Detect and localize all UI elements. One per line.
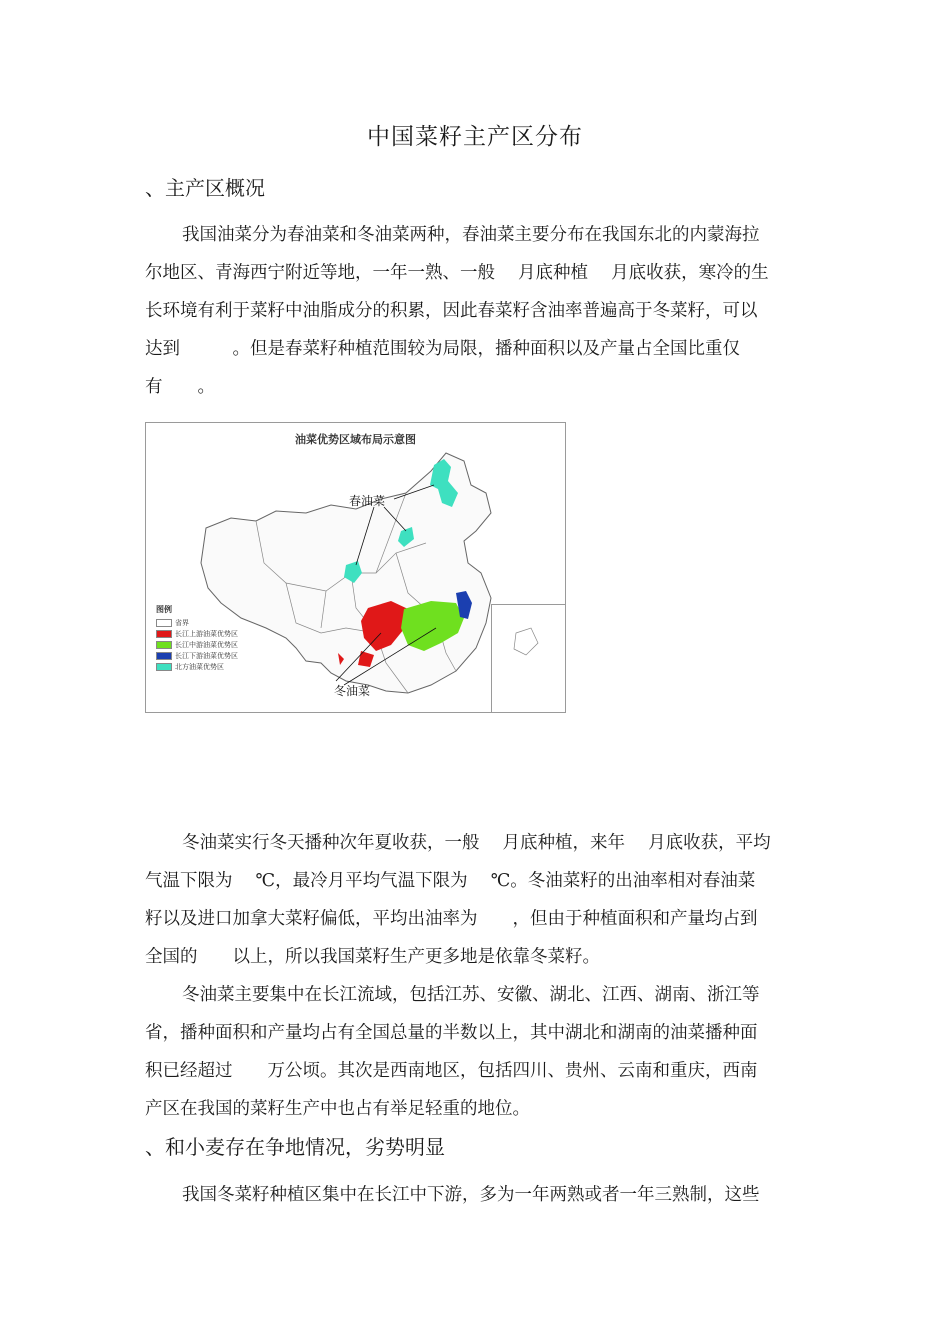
paragraph-line: 省，播种面积和产量均占有全国总量的半数以上，其中湖北和湖南的油菜播种面 xyxy=(145,1023,758,1043)
legend-item: 北方油菜优势区 xyxy=(156,661,238,672)
paragraph-line: 我国冬菜籽种植区集中在长江中下游，多为一年两熟或者一年三熟制，这些 xyxy=(182,1185,760,1205)
callout-winter-rapeseed: 冬油菜 xyxy=(334,684,371,698)
paragraph-line: 有 。 xyxy=(145,377,215,397)
legend-swatch xyxy=(156,630,172,638)
paragraph-line: 产区在我国的菜籽生产中也占有举足轻重的地位。 xyxy=(145,1099,530,1119)
page-title: 中国菜籽主产区分布 xyxy=(367,124,583,150)
paragraph-line: 长环境有利于菜籽中油脂成分的积累，因此春菜籽含油率普遍高于冬菜籽，可以 xyxy=(145,301,758,321)
section-heading-wheat-competition: 、和小麦存在争地情况，劣势明显 xyxy=(145,1135,445,1159)
section-heading-overview: 、主产区概况 xyxy=(145,176,265,200)
legend-title: 图例 xyxy=(156,605,172,614)
south-china-sea-inset xyxy=(491,604,566,713)
paragraph-yangtze-region xyxy=(145,976,807,1128)
paragraph-winter-rapeseed xyxy=(145,824,807,976)
legend-swatch xyxy=(156,641,172,649)
callout-spring-rapeseed: 春油菜 xyxy=(349,494,386,508)
legend-swatch xyxy=(156,652,172,660)
legend-swatch xyxy=(156,619,172,627)
paragraph-line: 尔地区、青海西宁附近等地，一年一熟、一般 月底种植 月底收获，寒冷的生 xyxy=(145,263,769,283)
paragraph-line: 达到 。但是春菜籽种植范围较为局限，播种面积以及产量占全国比重仅 xyxy=(145,339,740,359)
paragraph-line: 积已经超过 万公顷。其次是西南地区，包括四川、贵州、云南和重庆，西南 xyxy=(145,1061,758,1081)
legend-swatch xyxy=(156,663,172,671)
legend-item: 长江中游油菜优势区 xyxy=(156,639,238,650)
legend-item: 省界 xyxy=(156,617,238,628)
legend-item: 长江上游油菜优势区 xyxy=(156,628,238,639)
paragraph-line: 籽以及进口加拿大菜籽偏低，平均出油率为 ，但由于种植面积和产量均占到 xyxy=(145,909,758,929)
map-legend xyxy=(156,604,238,672)
paragraph-line: 气温下限为 ℃，最冷月平均气温下限为 ℃。冬油菜籽的出油率相对春油菜 xyxy=(145,871,756,891)
paragraph-line: 冬油菜实行冬天播种次年夏收获，一般 月底种植，来年 月底收获，平均 xyxy=(182,833,771,853)
paragraph-line: 我国油菜分为春油菜和冬油菜两种，春油菜主要分布在我国东北的内蒙海拉 xyxy=(182,225,760,245)
paragraph-line: 冬油菜主要集中在长江流域，包括江苏、安徽、湖北、江西、湖南、浙江等 xyxy=(182,985,760,1005)
legend-item: 长江下游油菜优势区 xyxy=(156,650,238,661)
paragraph-line: 全国的 以上，所以我国菜籽生产更多地是依靠冬菜籽。 xyxy=(145,947,600,967)
map-title: 油菜优势区域布局示意图 xyxy=(295,433,416,446)
paragraph-spring-rapeseed xyxy=(145,216,807,406)
rapeseed-region-map xyxy=(145,422,566,713)
paragraph-planting-system xyxy=(145,1176,807,1214)
